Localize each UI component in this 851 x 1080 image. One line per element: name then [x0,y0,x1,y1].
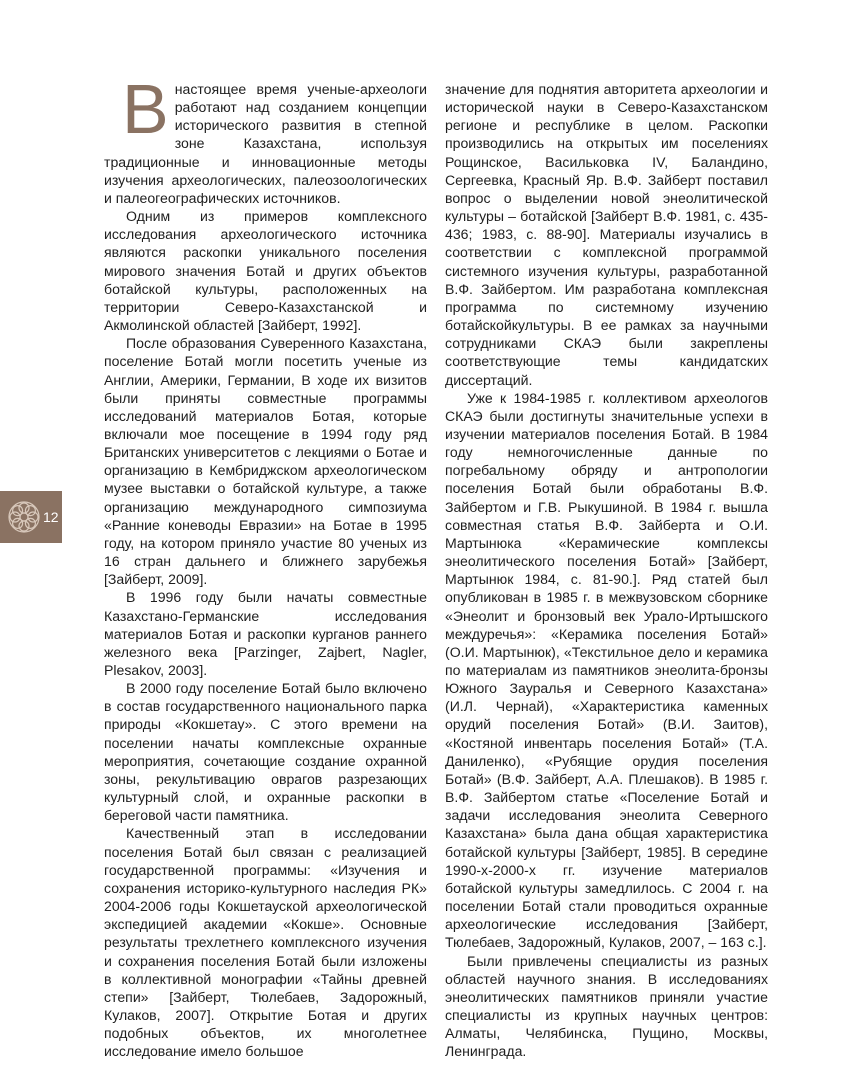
paragraph-5: В 2000 году поселение Ботай было включено в состав государственного национального парка природы «Кокшетау». С этого времени на поселении начаты комплексные охранные мероприятия, сочетающие создание охранной зоны, рекультивацию оврагов разрезающих культурный слой, и охранные раскопки в береговой части памятника. [104,680,427,824]
floral-ornament-icon [4,497,44,537]
paragraph-7: Уже к 1984-1985 г. коллективом археологов СКАЭ были достигнуты значительные успехи в изучении материалов поселения Ботай. В 1984 году немногочисленные данные по погребальному обряду и антропологии поселения Ботай были обработаны В.Ф. Зайбертом и Г.В. Рыкушиной. В 1984 г. вышла совместная статья В.Ф. Зайберта и О.И. Мартынюка «Керамические комплексы энеолитического поселения Ботай» [Зайберт, Мартынюк 1984, с. 81-90.]. Ряд статей был опубликован в 1985 г. в межвузовском сборнике «Энеолит и бронзовый век Урало-Иртышского междуречья»: «Керамика поселения Ботай» (О.И. Мартынюк), «Текстильное дело и керамика по материалам из памятников энеолита-бронзы Южного Зауралья и Северного Казахстана» (И.Л. Чернай), «Характеристика каменных орудий поселения Ботай» (В.И. Заитов), «Костяной инвентарь поселения Ботай» (Т.А. Даниленко), «Рубящие орудия поселения Ботай» (В.Ф. Зайберт, А.А. Плешаков). В 1985 г. В.Ф. Зайбертом статье «Поселение Ботай и задачи исследования энеолита Северного Казахстана» была дана общая характеристика ботайской культуры [Зайберт, 1985]. В середине 1990-х-2000-х гг. изучение материалов ботайской культуры замедлилось. С 2004 г. на поселении Ботай стали проводиться охранные археологические исследования [Зайберт, Тюлебаев, Задорожный, Кулаков, 2007, – 163 с.]. [445,389,768,951]
page-number: 12 [43,509,59,525]
paragraph-2: Одним из примеров комплексного исследования археологического источника являются раскопки уникального поселения мирового значения Ботай и других объектов ботайской культуры, расположенных на территории Северо-Казахстанской и Акмолинской областей [Зайберт, 1992]. [104,208,427,334]
paragraph-8: Были привлечены специалисты из разных областей научного знания. В исследованиях энеолитических памятников приняли участие специалисты из крупных научных центров: Алматы, Челябинска, Пущино, Москвы, Ленинграда. [445,952,768,1060]
paragraph-4: В 1996 году были начаты совместные Казахстано-Германские исследования материалов Ботая и раскопки курганов раннего железного века [Parzinger, Zajbert, Nagler, Plesakov, 2003]. [104,589,427,678]
paragraph-continuation: значение для поднятия авторитета археологии и исторической науки в Северо-Казахстанском регионе и республике в целом. Раскопки производились на открытых им поселениях Рощинское, Васильковка IV, Баландино, Сергеевка, Красный Яр. В.Ф. Зайберт поставил вопрос о выделении новой энеолитической культуры – ботайской [Зайберт В.Ф. 1981, с. 435-436; 1983, с. 88-90]. Материалы изучались в соответствии с комплексной программой системного изучения культуры, разработанной В.Ф. Зайбертом. Им разработана комплексная программа по системному изучению ботайскойкультуры. В ее рамках за научными сотрудниками СКАЭ были закреплены соответствующие темы кандидатских диссертаций. [445,81,768,388]
right-column [445,80,768,1060]
paragraph-6: Качественный этап в исследовании поселения Ботай был связан с реализацией государственной программы: «Изучения и сохранения историко-культурного наследия РК» 2004-2006 годы Кокшетауской археологической экспедицией академии «Кокше». Основные результаты трехлетнего комплексного изучения и сохранения поселения Ботай были изложены в коллективной монографии «Тайны древней степи» [Зайберт, Тюлебаев, Задорожный, Кулаков, 2007]. Открытие Ботая и других подобных объектов, их многолетнее исследование имело большое [104,825,427,1060]
left-column [104,70,427,1060]
paragraph-1 [104,70,427,207]
paragraph-3: После образования Суверенного Казахстана, поселение Ботай могли посетить ученые из Англии, Америки, Германии, В ходе их визитов были приняты совместные программы исследований материалов Ботая, которые включали мое посещение в 1994 году ряд Британских университетов с лекциями о Ботае и организацию в Кембриджском археологическом музее выставки о ботайской культуре, а также организацию международного симпозиума «Ранние коневоды Евразии» на Ботае в 1995 году, на котором приняло участие 80 ученых из 16 стран дальнего и ближнего зарубежья [Зайберт, 2009]. [104,335,427,588]
paragraph-1-text: настоящее время ученые-археологи работают над созданием концепции исторического развития в степной зоне Казахстана, используя традиционные и инновационные методы изучения археологических, палеозоологических и палеогеографических источников. [104,81,427,206]
drop-cap: В [122,70,169,148]
page-number-tab [0,491,62,543]
